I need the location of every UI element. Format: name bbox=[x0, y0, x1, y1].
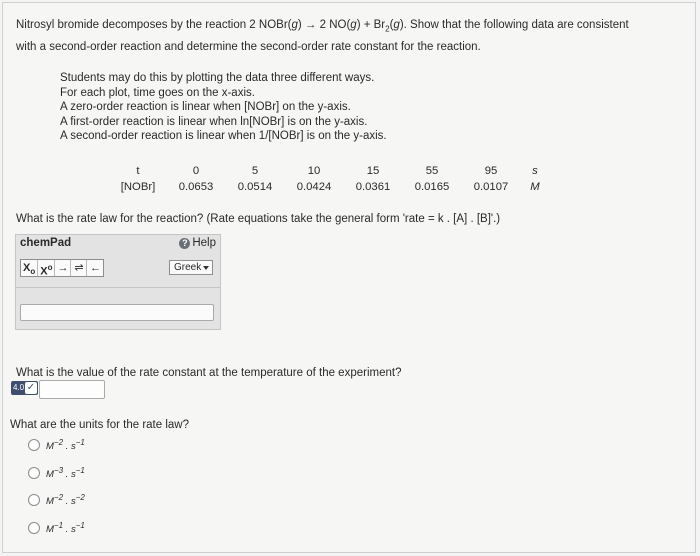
greek-label: Greek bbox=[174, 262, 202, 273]
table-unit-t: s bbox=[532, 165, 538, 177]
hint-line: A zero-order reaction is linear when [NOBr] on the y-axis. bbox=[60, 101, 351, 114]
hint-line: For each plot, time goes on the x-axis. bbox=[60, 86, 255, 99]
table-cell: 0.0424 bbox=[296, 181, 332, 193]
divider bbox=[16, 287, 220, 288]
table-cell: 0.0165 bbox=[414, 181, 450, 193]
greek-dropdown[interactable] bbox=[169, 260, 213, 275]
table-cell: 0.0107 bbox=[473, 181, 509, 193]
radio-button[interactable] bbox=[28, 522, 40, 534]
table-cell: 55 bbox=[425, 165, 439, 177]
hint-line: A second-order reaction is linear when 1/[NOBr] is on the y-axis. bbox=[60, 130, 387, 143]
units-option[interactable] bbox=[28, 521, 85, 535]
units-option[interactable] bbox=[28, 438, 85, 452]
data-table bbox=[110, 163, 550, 195]
table-cell: 5 bbox=[251, 165, 259, 177]
backspace-button[interactable]: ← bbox=[89, 262, 101, 274]
help-label: Help bbox=[192, 237, 216, 249]
check-icon: ✓ bbox=[26, 382, 36, 393]
problem-line-1: Nitrosyl bromide decomposes by the reaction 2 NOBr(g) → 2 $NO(g) + Br_2(g)$. Show that the following data are consistent bbox=[16, 19, 629, 34]
option-label: $M^{-2}$ . $s^{-1}$ bbox=[46, 438, 85, 453]
option-label: $M^{-3}$ . $s^{-1}$ bbox=[46, 466, 85, 481]
option-label: $M^{-1}$ . $s^{-1}$ bbox=[46, 521, 85, 536]
hint-line: A first-order reaction is linear when ln[NOBr] is on the y-axis. bbox=[60, 115, 368, 128]
option-label: $M^{-2}$ . $s^{-2}$ bbox=[46, 493, 85, 508]
radio-button[interactable] bbox=[28, 494, 40, 506]
units-option[interactable] bbox=[28, 493, 85, 507]
table-cell: 0.0361 bbox=[355, 181, 391, 193]
table-cell: 10 bbox=[307, 165, 321, 177]
radio-button[interactable] bbox=[28, 439, 40, 451]
arrow-button[interactable]: → bbox=[55, 260, 71, 276]
radio-button[interactable] bbox=[28, 467, 40, 479]
table-row-label-conc: [NOBr] bbox=[120, 181, 156, 193]
attempts-badge: 4.0 ✓ bbox=[11, 381, 38, 395]
chempad bbox=[15, 234, 221, 330]
question-rate-law: What is the rate law for the reaction? (Rate equations take the general form 'rate = k . [A] . [B]'.) bbox=[16, 213, 501, 225]
question-units: What are the units for the rate law? bbox=[10, 419, 189, 431]
question-rate-constant: What is the value of the rate constant at the temperature of the experiment? bbox=[16, 367, 402, 379]
table-cell: 0 bbox=[192, 165, 200, 177]
table-cell: 15 bbox=[366, 165, 380, 177]
chempad-toolbar bbox=[20, 259, 104, 277]
table-unit-conc: M bbox=[530, 181, 540, 193]
superscript-button[interactable]: $X^o$ bbox=[38, 260, 55, 276]
problem-line-2: with a second-order reaction and determine the second-order rate constant for the reaction. bbox=[16, 41, 481, 54]
rate-constant-input[interactable] bbox=[39, 380, 105, 399]
equilibrium-button[interactable]: ⇌ bbox=[71, 260, 87, 276]
table-row-label-t: t bbox=[136, 165, 140, 177]
chevron-down-icon bbox=[203, 266, 209, 270]
help-icon: ? bbox=[179, 238, 190, 249]
units-option[interactable] bbox=[28, 466, 85, 480]
help-link[interactable] bbox=[179, 237, 216, 249]
chempad-title: chemPad bbox=[20, 237, 72, 249]
rate-law-input[interactable] bbox=[20, 304, 214, 321]
subscript-button[interactable]: $X_o$ bbox=[21, 260, 38, 276]
table-cell: 0.0653 bbox=[178, 181, 214, 193]
hint-line: Students may do this by plotting the data three different ways. bbox=[60, 72, 375, 84]
hint-block bbox=[60, 71, 387, 144]
table-cell: 95 bbox=[484, 165, 498, 177]
problem-statement bbox=[16, 16, 691, 56]
table-cell: 0.0514 bbox=[237, 181, 273, 193]
